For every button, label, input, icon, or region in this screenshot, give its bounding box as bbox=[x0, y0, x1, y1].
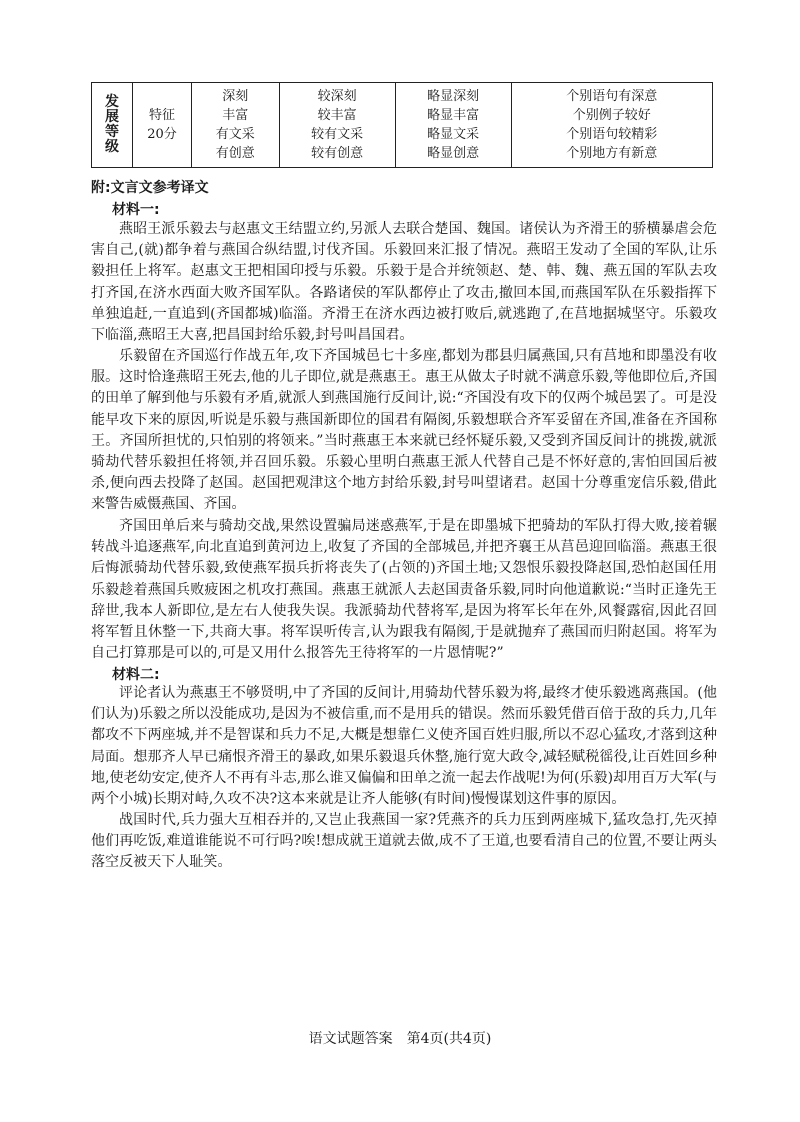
grade-column-c bbox=[395, 83, 511, 168]
grade-c-item: 略显文采 bbox=[427, 127, 480, 142]
level-label: 发展等级 bbox=[105, 94, 119, 155]
grade-c-item: 略显丰富 bbox=[427, 108, 480, 123]
material2-paragraph: 评论者认为燕惠王不够贤明,中了齐国的反间计,用骑劫代替乐毅为将,最终才使乐毅逃离燕国。(他们认为)乐毅之所以没能成功,是因为不被信重,而不是用兵的错误。然而乐毅凭借百倍于敌的兵力,几年都攻不下两座城,并不是智谋和兵力不足,大概是想靠仁义使齐国百姓归服,所以不忍心猛攻,才落到这种局面。想那齐人早已痛恨齐滑王的暴政,如果乐毅退兵休整,施行宽大政令,减轻赋税徭役,让百姓回乡种地,使老幼安定,使齐人不再有斗志,那么谁又偏偏和田单之流一起去作战呢!为何(乐毅)却用百万大军(与两个小城)长期对峙,久攻不决?这本来就是让齐人能够(有时间)慢慢谋划这件事的原因。 bbox=[91, 685, 717, 808]
grade-b-item: 较深刻 bbox=[317, 89, 357, 104]
grade-c-item: 略显深刻 bbox=[427, 89, 480, 104]
material2-paragraph: 战国时代,兵力强大互相吞并的,又岂止我燕国一家?凭燕齐的兵力压到两座城下,猛攻急打,先灭掉他们再吃饭,难道谁能说不可行吗?唉!想成就王道就去做,成不了王道,也要看清自己的位置,不要让两头落空反被天下人耻笑。 bbox=[91, 812, 717, 871]
grade-column-a bbox=[192, 83, 280, 168]
material1-title: 材料一: bbox=[112, 202, 160, 218]
grade-c-item: 略显创意 bbox=[427, 146, 480, 161]
feature-label: 特征 bbox=[148, 108, 175, 123]
grade-column-b bbox=[279, 83, 395, 168]
appendix-title: 附:文言文参考译文 bbox=[91, 180, 209, 196]
grade-d-item: 个别语句有深意 bbox=[566, 89, 658, 104]
grade-b-item: 较有文采 bbox=[311, 127, 364, 142]
grade-a-item: 丰富 bbox=[222, 108, 249, 123]
grade-d-item: 个别语句较精彩 bbox=[566, 127, 658, 142]
feature-cell bbox=[133, 83, 192, 168]
grade-d-item: 个别地方有新意 bbox=[566, 146, 658, 161]
grade-d-item: 个别例子较好 bbox=[572, 108, 651, 123]
material1-paragraph: 齐国田单后来与骑劫交战,果然设置骗局迷惑燕军,于是在即墨城下把骑劫的军队打得大败,接着辗转战斗追逐燕军,向北直追到黄河边上,收复了齐国的全部城邑,并把齐襄王从莒邑迎回临淄。燕惠王很后悔派骑劫代替乐毅,致使燕军损兵折将丧失了(占领的)齐国土地;又怨恨乐毅投降赵国,恐怕赵国任用乐毅趁着燕国兵败疲困之机攻打燕国。燕惠王就派人去赵国责备乐毅,同时向他道歉说:“当时正逢先王辞世,我本人新即位,是左右人使我失误。我派骑劫代替将军,是因为将军长年在外,风餐露宿,因此召回将军暂且休整一下,共商大事。将军误听传言,认为跟我有隔阂,于是就抛弃了燕国而归附赵国。将军为自己打算那是可以的,可是又用什么报答先王待将军的一片恩情呢?” bbox=[91, 518, 717, 662]
material1-paragraph: 乐毅留在齐国巡行作战五年,攻下齐国城邑七十多座,都划为郡县归属燕国,只有莒地和即墨没有收服。这时恰逢燕昭王死去,他的儿子即位,就是燕惠王。惠王从做太子时就不满意乐毅,等他即位后,齐国的田单了解到他与乐毅有矛盾,就派人到燕国施行反间计,说:“齐国没有攻下的仅两个城邑罢了。可是没能早攻下来的原因,听说是乐毅与燕国新即位的国君有隔阂,乐毅想联合齐军妥留在齐国,准备在齐国称王。齐国所担忧的,只怕别的将领来。”当时燕惠王本来就已经怀疑乐毅,又受到齐国反间计的挑拨,就派骑劫代替乐毅担任将领,并召回乐毅。乐毅心里明白燕惠王派人代替自己是不怀好意的,害怕回国后被杀,便向西去投降了赵国。赵国把观津这个地方封给乐毅,封号叫望诸君。赵国十分尊重宠信乐毅,借此来警告威慑燕国、齐国。 bbox=[91, 348, 717, 513]
material2-title: 材料二: bbox=[112, 667, 160, 683]
material1-paragraph: 燕昭王派乐毅去与赵惠文王结盟立约,另派人去联合楚国、魏国。诸侯认为齐滑王的骄横暴虐会危害自己,(就)都争着与燕国合纵结盟,讨伐齐国。乐毅回来汇报了情况。燕昭王发动了全国的军队,让乐毅担任上将军。赵惠文王把相国印授与乐毅。乐毅于是合并统领赵、楚、韩、魏、燕五国的军队去攻打齐国,在济水西面大败齐国军队。各路诸侯的军队都停止了攻击,撤回本国,而燕国军队在乐毅指挥下单独追赶,一直追到(齐国都城)临淄。齐滑王在济水西边被打败后,就逃跑了,在莒地据城坚守。乐毅攻下临淄,燕昭王大喜,把昌国封给乐毅,封号叫昌国君。 bbox=[91, 221, 717, 344]
grade-a-item: 深刻 bbox=[222, 89, 249, 104]
grade-a-item: 有文采 bbox=[215, 127, 255, 142]
grade-column-d bbox=[511, 83, 712, 168]
grade-b-item: 较丰富 bbox=[317, 108, 357, 123]
feature-score: 20分 bbox=[147, 127, 177, 142]
page-footer: 语文试题答案 第4页(共4页) bbox=[308, 1031, 492, 1047]
grade-a-item: 有创意 bbox=[215, 146, 255, 161]
grade-b-item: 较有创意 bbox=[311, 146, 364, 161]
grading-table bbox=[91, 82, 713, 168]
level-cell bbox=[92, 83, 133, 168]
